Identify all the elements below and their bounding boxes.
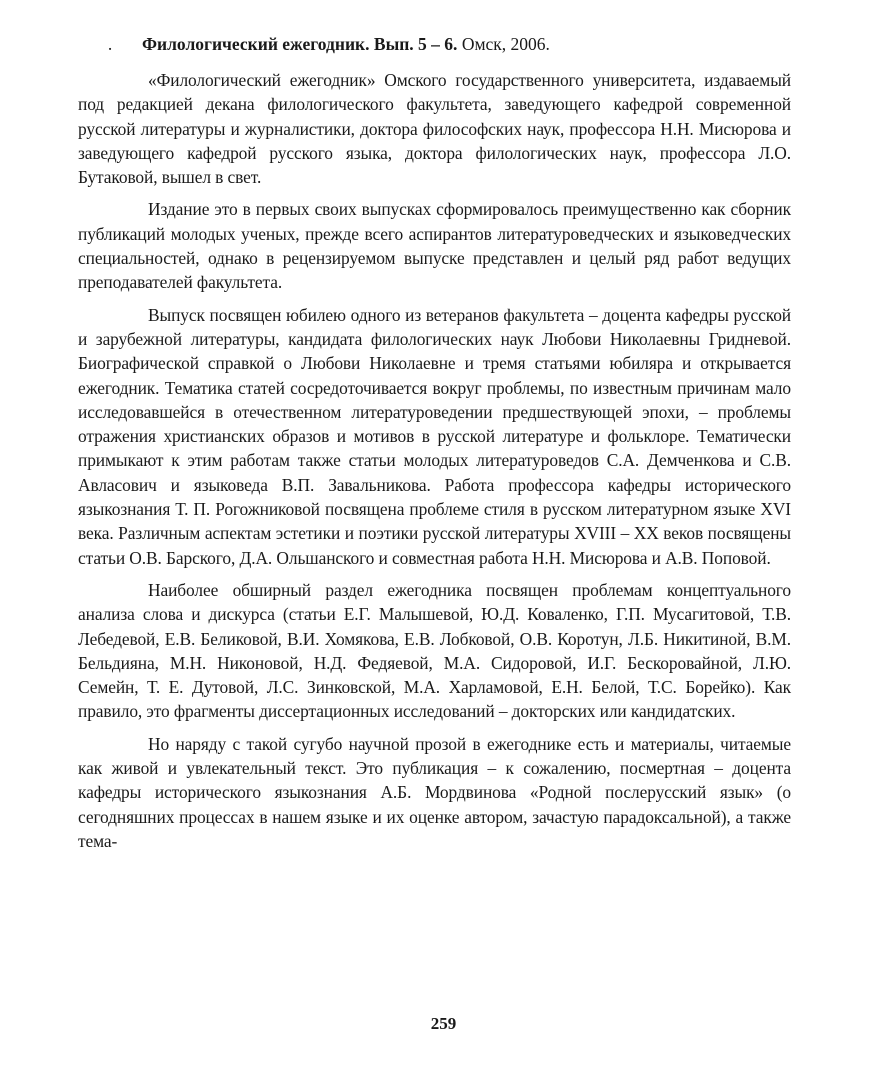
publication-place-year: Омск, 2006. bbox=[461, 34, 550, 54]
header-mark: . bbox=[107, 34, 113, 54]
paragraph-3: Выпуск посвящен юбилею одного из ветеранов факультета – доцента кафедры русской и зарубежной литературы, кандидата филологических наук Любови Николаевны Гридневой. Биографической справкой о Любови Николаевне и тремя статьями юбиляра и открывается ежегодник. Тематика статей сосредоточивается вокруг проблемы, по известным причинам мало исследовавшейся в отечественном литературоведении предшествующей эпохи, – проблемы отражения христианских образов и мотивов в русской литературе и фольклоре. Тематически примыкают к этим работам также статьи молодых литературоведов С.А. Демченкова и С.В. Авласович и языковеда В.П. Завальникова. Работа профессора кафедры исторического языкознания Т. П. Рогожниковой посвящена проблеме стиля в русском литературном языке XVI века. Различным аспектам эстетики и поэтики русской литературы XVIII – XX веков посвящены статьи О.В. Барского, Д.А. Ольшанского и совместная работа Н.Н. Мисюрова и А.В. Поповой. bbox=[78, 304, 791, 568]
running-header bbox=[78, 30, 791, 58]
paragraph-1: «Филологический ежегодник» Омского государственного университета, издаваемый под редакцией декана филологического факультета, заведующего кафедрой современной русской литературы и журналистики, доктора философских наук, профессора Н.Н. Мисюрова и заведующего кафедрой русского языка, доктора филологических наук, профессора Л.О. Бутаковой, вышел в свет. bbox=[78, 70, 791, 188]
document-page bbox=[78, 30, 791, 853]
paragraph-4: Наиболее обширный раздел ежегодника посвящен проблемам концептуального анализа слова и дискурса (статьи Е.Г. Малышевой, Ю.Д. Коваленко, Г.П. Мусагитовой, Т.В. Лебедевой, Е.В. Беликовой, В.И. Хомякова, Е.В. Лобковой, О.В. Коротун, Л.Б. Никитиной, В.М. Бельдияна, М.Н. Никоновой, Н.Д. Федяевой, М.А. Сидоровой, И.Г. Бескоровайной, Л.Ю. Семейн, Т. Е. Дутовой, Л.С. Зинковской, М.А. Харламовой, Е.Н. Белой, Т.С. Борейко). Как правило, это фрагменты диссертационных исследований – докторских или кандидатских. bbox=[78, 579, 791, 722]
page-number: 259 bbox=[430, 1014, 457, 1033]
paragraph-5: Но наряду с такой сугубо научной прозой в ежегоднике есть и материалы, читаемые как живой и увлекательный текст. Это публикация – к сожалению, посмертная – доцента кафедры исторического языкознания А.Б. Мордвинова «Родной послерусский язык» (о сегодняшних процессах в нашем языке и их оценке автором, зачастую парадоксальной), а также тема- bbox=[78, 733, 791, 851]
paragraph-2: Издание это в первых своих выпусках сформировалось преимущественно как сборник публикаций молодых ученых, прежде всего аспирантов литературоведческих и языковедческих специальностей, однако в рецензируемом выпуске представлен и целый ряд работ ведущих преподавателей факультета. bbox=[78, 199, 791, 293]
journal-title: Филологический ежегодник. Вып. 5 – 6. bbox=[142, 34, 458, 54]
